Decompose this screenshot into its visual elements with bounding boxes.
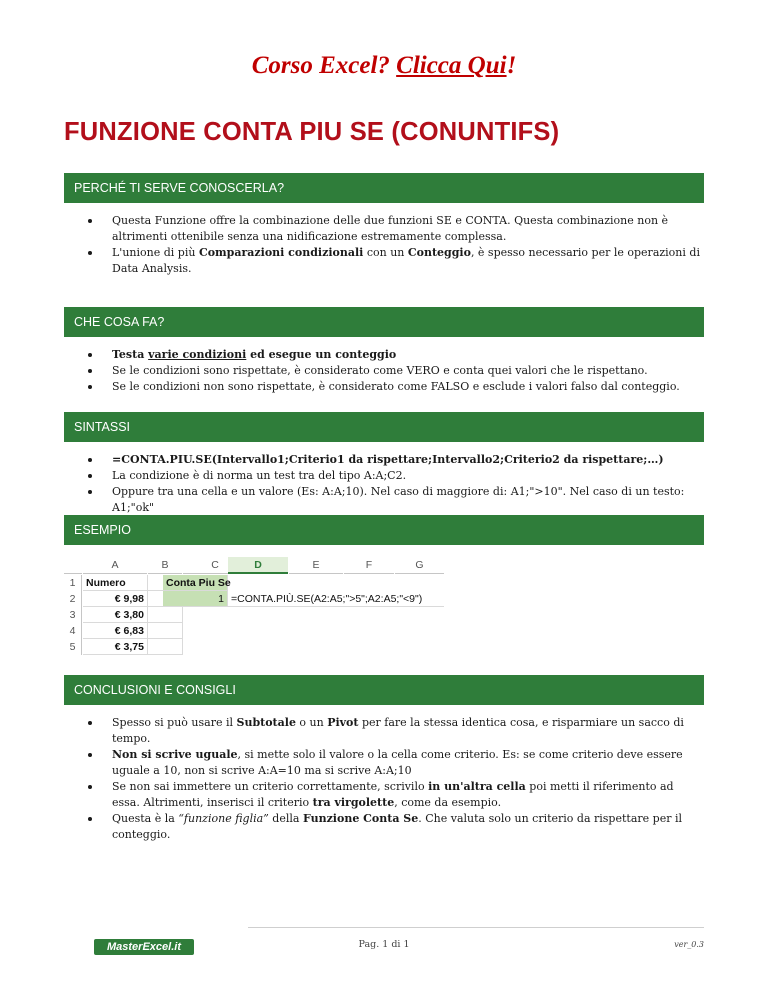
page-title: FUNZIONE CONTA PIU SE (CONUNTIFS) xyxy=(64,118,560,146)
section-heading-what: CHE COSA FA? xyxy=(64,307,704,337)
row-header: 5 xyxy=(64,639,82,655)
promo-suffix: ! xyxy=(506,52,517,79)
cell-b5 xyxy=(148,639,183,655)
conclusions-list xyxy=(88,715,704,843)
column-header-a: A xyxy=(83,557,147,574)
list-item: =CONTA.PIU.SE(Intervallo1;Criterio1 da rispettare;Intervallo2;Criterio2 da rispettare;…) xyxy=(88,452,704,468)
footer-divider xyxy=(248,927,704,928)
page-number: Pag. 1 di 1 xyxy=(358,939,410,950)
list-item: Se le condizioni non sono rispettate, è considerato come FALSO e esclude i valori falso dal conteggio. xyxy=(88,379,704,395)
section-heading-example: ESEMPIO xyxy=(64,515,704,545)
column-header-b: B xyxy=(148,557,182,574)
syntax-list xyxy=(88,452,704,516)
promo-link[interactable]: Clicca Qui xyxy=(396,52,507,79)
list-item: Testa varie condizioni ed esegue un conteggio xyxy=(88,347,704,363)
row-header: 2 xyxy=(64,591,82,607)
why-list xyxy=(88,213,704,277)
cell-a5: € 3,75 xyxy=(83,639,148,655)
cell-a3: € 3,80 xyxy=(83,607,148,623)
column-header-d: D xyxy=(228,557,288,574)
row-header: 3 xyxy=(64,607,82,623)
cell-c1: Conta Piu Se xyxy=(163,575,228,591)
cell-a2: € 9,98 xyxy=(83,591,148,607)
list-item: La condizione è di norma un test tra del tipo A:A;C2. xyxy=(88,468,704,484)
formula-text: =CONTA.PIÙ.SE(A2:A5;">5";A2:A5;"<9") xyxy=(228,591,444,607)
section-heading-conclusions: CONCLUSIONI E CONSIGLI xyxy=(64,675,704,705)
list-item: Questa Funzione offre la combinazione delle due funzioni SE e CONTA. Questa combinazione non è altrimenti ottenibile senza una nidificazione estremamente complessa. xyxy=(88,213,704,245)
row-header: 1 xyxy=(64,575,82,591)
list-item: Questa è la “funzione figlia” della Funzione Conta Se. Che valuta solo un criterio da rispettare per il conteggio. xyxy=(88,811,704,843)
what-list xyxy=(88,347,704,395)
list-item: Non si scrive uguale, si mette solo il valore o la cella come criterio. Es: se come criterio deve essere uguale a 10, non si scrive A:A=10 ma si scrive A:A;10 xyxy=(88,747,704,779)
promo-line xyxy=(0,52,768,80)
column-header-c: C xyxy=(183,557,247,574)
spreadsheet-example xyxy=(64,557,444,654)
masterexcel-logo: MasterExcel.it xyxy=(94,939,194,955)
column-header-e: E xyxy=(289,557,343,574)
cell-b4 xyxy=(148,623,183,639)
list-item: Se non sai immettere un criterio correttamente, scrivilo in un'altra cella poi metti il riferimento ad essa. Altrimenti, inserisci il criterio tra virgolette, come da esempio. xyxy=(88,779,704,811)
version-label: ver_0.3 xyxy=(674,940,704,949)
cell-a4: € 6,83 xyxy=(83,623,148,639)
row-header: 4 xyxy=(64,623,82,639)
sheet-corner xyxy=(64,557,82,574)
section-heading-why: PERCHÉ TI SERVE CONOSCERLA? xyxy=(64,173,704,203)
list-item: Oppure tra una cella e un valore (Es: A:A;10). Nel caso di maggiore di: A1;">10". Nel caso di un testo: A1;"ok" xyxy=(88,484,704,516)
list-item: Spesso si può usare il Subtotale o un Pivot per fare la stessa identica cosa, e risparmiare un sacco di tempo. xyxy=(88,715,704,747)
promo-prefix: Corso Excel? xyxy=(251,52,397,79)
section-heading-syntax: SINTASSI xyxy=(64,412,704,442)
list-item: L'unione di più Comparazioni condizionali con un Conteggio, è spesso necessario per le operazioni di Data Analysis. xyxy=(88,245,704,277)
list-item: Se le condizioni sono rispettate, è considerato come VERO e conta quei valori che le rispettano. xyxy=(88,363,704,379)
column-header-g: G xyxy=(395,557,444,574)
column-header-f: F xyxy=(344,557,394,574)
cell-c2: 1 xyxy=(163,591,228,607)
cell-a1: Numero xyxy=(83,575,148,591)
cell-b3 xyxy=(148,607,183,623)
